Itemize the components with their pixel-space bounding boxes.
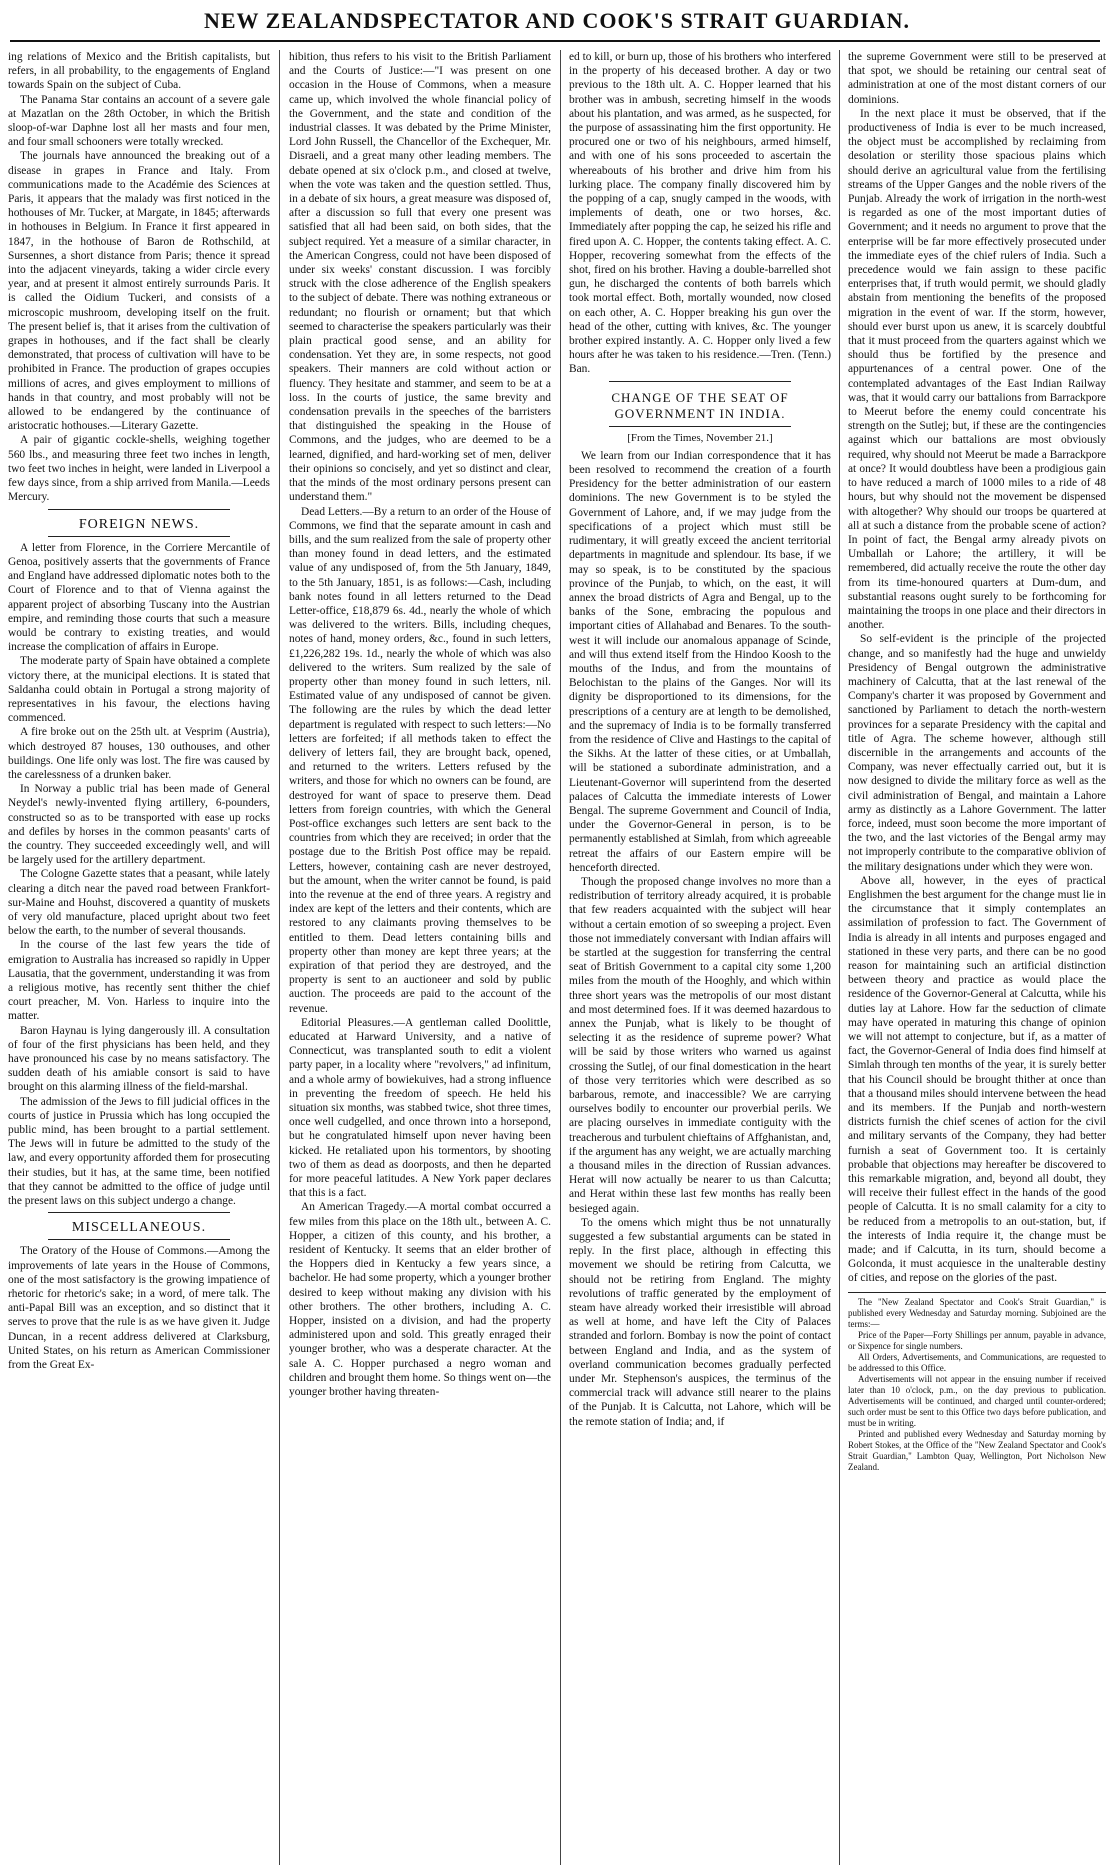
- article-paragraph: A letter from Florence, in the Corriere Mercantile of Genoa, positively asserts that the governments of France and England have addressed diplomatic notes both to the Court of Florence and to that of Vienna against the apparent project of absorbing Tuscany into the Austrian empire, and reminding those courts that such a measure would be contrary to existing treaties, and would increase the complication of affairs in Europe.: [8, 541, 270, 654]
- article-paragraph: Though the proposed change involves no more than a redistribution of territory already acquired, it is probable that few readers acquainted with the subject will hear without a certain emotion of so sweeping a project. Even those not immediately conversant with Indian affairs will be startled at the suggestion for transferring the central seat of British Government to a capital city some 1,200 miles from the mouth of the Hooghly, and which within three short years was the metropolis of our most distant and most determined foes. If it was deemed hazardous to annex the Punjab, what is likely to be thought of selecting it as the residence of supreme power? What will be said by those writers who warned us against crossing the Sutlej, of our final domestication in the heart of those very territories which were described as so barbarous, remote, and inaccessible? We are carrying ourselves bodily to encounter our proverbial perils. We are placing ourselves in immediate contiguity with the treacherous and turbulent chieftains of Affghanistan, and, if the argument has any weight, we are actually marching a thousand miles in the direction of Russian advances. Herat will now actually be nearer to us than Calcutta; and Herat within these last few months has really been besieged again.: [569, 875, 831, 1215]
- column-divider: [279, 50, 280, 1865]
- section-rule: [609, 381, 791, 382]
- masthead-title: NEW ZEALANDSPECTATOR AND COOK'S STRAIT GUARDIAN.: [203, 8, 911, 33]
- imprint-line: Price of the Paper—Forty Shillings per annum, payable in advance, or Sixpence for single numbers.: [848, 1329, 1106, 1351]
- imprint-line: Advertisements will not appear in the ensuing number if received later than 10 o'clock, p.m., on the day previous to publication. Advertisements will be continued, and charged until counter-ordered; such order must be sent to this Office two days before publication, and must be in writing.: [848, 1373, 1106, 1428]
- section-heading-change-of-seat: CHANGE OF THE SEAT OF GOVERNMENT IN INDIA.: [611, 389, 789, 421]
- article-paragraph: So self-evident is the principle of the projected change, and so manifestly had the huge and unwieldy Presidency of Bengal outgrown the administrative machinery of Calcutta, that at the last renewal of the Company's charter it was proposed by Government and sanctioned by Parliament to detach the north-western provinces for a separate Presidency with the capital and title of Agra. The scheme however, although still discernible in the arrangements and accounts of the Company, was never effectually carried out, but it is now designed to divide the military force as well as the civil administration of Bengal, and maintain a Lahore army as distinctly as a Lahore Government. The latter force, indeed, must soon become the more important of the two, and the last victories of the Bengal army may not improperly contribute to the comparative oblivion of the military designations under which they were won.: [848, 633, 1106, 873]
- section-rule: [48, 536, 230, 537]
- imprint-line: Printed and published every Wednesday and Saturday morning by Robert Stokes, at the Office of the "New Zealand Spectator and Cook's Strait Guardian," Lambton Quay, Wellington, Port Nicholson New Zealand.: [848, 1428, 1106, 1472]
- article-paragraph: A pair of gigantic cockle-shells, weighing together 560 lbs., and measuring three feet two inches in length, two feet two inches in height, were landed in Liverpool a few days since, from a ship arrived from Manila.—Leeds Mercury.: [8, 434, 270, 504]
- imprint-line: The "New Zealand Spectator and Cook's Strait Guardian," is published every Wednesday and Saturday morning. Subjoined are the terms:—: [848, 1296, 1106, 1329]
- article-paragraph: The journals have announced the breaking out of a disease in grapes in France and Italy. From communications made to the Académie des Sciences at Paris, it appears that the malady was first noticed in the hothouses of Mr. Tucker, at Margate, in 1845; afterwards in hothouses in Belgium. In France it first appeared in 1847, in the hothouse of Baron de Rothschild, at Sursennes, a short distance from Paris; thence it spread into the adjacent vineyards, taking a wider circle every year, and at present it almost entirely surrounds Paris. It is called the Oidium Tuckeri, and consists of a microscopic mushroom, developing itself on the fruit. The present belief is, that it arises from the cultivation of grapes in hothouses, and if the fact shall be clearly demonstrated, that process of cultivation will have to be prohibited in France. The production of grapes occupies millions of acres, and gives employment to millions of hands in that country, and most probably will not be allowed to be endangered by the continuance of aristocratic hothouses.—Literary Gazette.: [8, 150, 270, 433]
- article-paragraph: Above all, however, in the eyes of practical Englishmen the best argument for the change must lie in the circumstance that it simply contemplates an assimilation of profession to fact. The Government of India is already in all intents and purposes engaged and stationed in these very parts, and there can be no good reason for maintaining such an artificial distinction between theory and practice as would place the residence of the Governor-General at Calcutta, while his duties lay at Lahore. How far the seduction of climate may have operated in maturing this change of opinion we will not attempt to conjecture, but if, as a matter of fact, the Governor-General of India does find himself at Simlah through ten months of the year, it is surely better that his Council should be brought thither at once than that a thousand miles should intervene between the head and its members. If the Punjab and north-western districts furnish the chief scenes of action for the civil and military servants of the Company, they had better furnish a seat of Government too. It is certainly probable that objections may hereafter be discovered to this remarkable migration, and, beyond all doubt, they will receive their fullest effect in the hands of the good people of Calcutta. It is no small calamity for a city to be reduced from a metropolis to an out-station, but, if the interests of India require it, the change must be made; and if Calcutta, in its turn, should become a Golconda, it must acquiesce in the unalterable destiny of cities, and repose on the glories of the past.: [848, 874, 1106, 1285]
- article-paragraph: In Norway a public trial has been made of General Neydel's newly-invented flying artillery, 6-pounders, constructed so as to be transported with ease up rocks and defiles by horses in the common peasants' carts of the country. They succeeded exceedingly well, and will be largely used for the artillery department.: [8, 783, 270, 867]
- column-divider: [560, 50, 561, 1865]
- article-paragraph: The Panama Star contains an account of a severe gale at Mazatlan on the 28th October, in which the British sloop-of-war Daphne lost all her masts and four men, and four small schooners were totally wrecked.: [8, 93, 270, 149]
- article-paragraph: ing relations of Mexico and the British capitalists, but refers, in all probability, to the engagements of England towards Spain on the subject of Cuba.: [8, 51, 270, 92]
- section-rule: [609, 426, 791, 427]
- article-dateline: [From the Times, November 21.]: [627, 431, 773, 444]
- column-divider: [839, 50, 840, 1865]
- section-heading-foreign-news: FOREIGN NEWS.: [78, 516, 200, 532]
- section-rule: [48, 1212, 230, 1213]
- article-paragraph: We learn from our Indian correspondence that it has been resolved to recommend the creation of a fourth Presidency for the better administration of our eastern dominions. The new Government is to be styled the Government of Lahore, and, if we may judge from the specifications of a project which must still be rudimentary, it will greatly exceed the ancient territorial departments in magnitude and splendour. Its base, if we may so speak, is to be constituted by the spacious province of the Punjab, to which, on the east, it will annex the broad districts of Agra and Bengal, up to the banks of the Sone, embracing the populous and important cities of Allahabad and Benares. To the south-west it will include our anomalous appanage of Scinde, and will thus extend itself from the Hindoo Koosh to the mouths of the Indus, and from the mountains of Belochistan to the plains of the Ganges. Nor will its dignity be disproportioned to its dimensions, for the prescriptions of a century are at length to be demolished, and the supremacy of India is to be formally transferred from the residence of Clive and Hastings to the capital of the Sikhs. At the latter of these cities, or at Umballah, will be stationed a subordinate administration, and a Lieutenant-Governor will superintend from the deserted palaces of Calcutta the immediate interests of Lower Bengal. The supreme Government and Council of India, under the Governor-General in person, is to be permanently established at Simlah, from which agreeable retreat the affairs of our Eastern empire will be henceforth directed.: [569, 449, 831, 874]
- section-heading-miscellaneous: MISCELLANEOUS.: [71, 1220, 207, 1236]
- article-paragraph: the supreme Government were still to be preserved at that spot, we should be retaining our central seat of administration at one of the most distant corners of our dominions.: [848, 51, 1106, 106]
- section-rule: [48, 1239, 230, 1240]
- article-paragraph: Dead Letters.—By a return to an order of the House of Commons, we find that the separate amount in cash and bills, and the sum realized from the sale of property other than money found in dead letters, and the estimated value of any undisposed of, from the 5th January, 1849, to the 5th January, 1851, is as follows:—Cash, including bank notes found in all letters returned to the Dead Letter-office, £18,879 6s. 4d., nearly the whole of which was delivered to the writers. Bills, including cheques, notes of hand, money orders, &c., found in such letters, £1,226,282 19s. 1d., nearly the whole of which was also delivered to the writers. Sum realized by the sale of property other than money found in such letters, nil. Estimated value of any undisposed of cannot be given. The following are the rules by which the dead letter department is regulated with respect to such letters:—No letters are forfeited; if all methods taken to effect the delivery of letters fail, they are brought back, opened, and returned to the writers. Letters refused by the writers, and those for which no owners can be found, are destroyed for want of space to preserve them. Dead letters from foreign countries, with which the General Post-office exchanges such letters are sent back to the countries from which they are received; in order that the postage due to the British Post office may be repaid. Letters, however, containing cash are never destroyed, but the amount, when the writer cannot be found, is paid into the revenue at the end of three years. A registry and index are kept of the letters and their contents, which are restored to any claimants proving themselves to be entitled to them. Dead letters containing bills and property other than money are kept three years; at the expiration of that period they are destroyed, and the property is sent to an auctioneer and sold by public auction. The proceeds are paid to the account of the revenue.: [289, 505, 551, 1015]
- imprint-line: All Orders, Advertisements, and Communications, are requested to be addressed to this Office.: [848, 1351, 1106, 1373]
- article-paragraph: In the course of the last few years the tide of emigration to Australia has increased so rapidly in Upper Lausatia, that the government, understanding it was from a religious motive, has recently sent thither the chief court preacher, M. Von. Harless to inquire into the matter.: [8, 939, 270, 1023]
- article-paragraph: Baron Haynau is lying dangerously ill. A consultation of four of the first physicians has been held, and they have pronounced his case by no means satisfactory. The sudden death of his amiable consort is said to have brought on this alarming illness of the field-marshal.: [8, 1024, 270, 1094]
- column-4: [848, 50, 1106, 1865]
- article-paragraph: An American Tragedy.—A mortal combat occurred a few miles from this place on the 18th ult., between A. C. Hopper, a citizen of this county, and his brother, a resident of Kentucky. It seems that an elder brother of the Hoppers died in Kentucky a few years since, a bachelor. He had some property, which a younger brother desired to keep without making any division with his other brothers. The other brothers, including A. C. Hopper, insisted on a division, and had the property administered upon and sold. This greatly enraged their younger brother, who was a desperate character. At the sale A. C. Hopper purchased a negro woman and children and brought them home. So things went on—the younger brother having threaten-: [289, 1201, 551, 1399]
- article-paragraph: A fire broke out on the 25th ult. at Vesprim (Austria), which destroyed 87 houses, 130 outhouses, and other buildings. One life only was lost. The fire was caused by the carelessness of a drunken baker.: [8, 726, 270, 781]
- article-paragraph: The Oratory of the House of Commons.—Among the improvements of late years in the House of Commons, one of the most satisfactory is the growing impatience of rhetoric for rhetoric's sake; in a word, of mere talk. The anti-Papal Bill was an exception, and so distinct that it serves to prove that the rule is as we have given it. Judge Duncan, in a recent address delivered at Clarksburg, United States, on his return as American Commissioner from the Great Ex-: [8, 1245, 270, 1372]
- article-paragraph: hibition, thus refers to his visit to the British Parliament and the Courts of Justice:—"I was present on one occasion in the House of Commons, when a measure came up, which involved the whole financial policy of the Government, and the state and condition of the industrial classes. It was debated by the Prime Minister, Lord John Russell, the Chancellor of the Exchequer, Mr. Disraeli, and a great many other leading members. The debate opened at six o'clock p.m., and closed at twelve, when the vote was taken and the question settled. Thus, in a debate of six hours, a great measure was disposed of, after a discussion so full that every one present was satisfied that all had been said, on both sides, that the subject required. Yet a measure of a similar character, in the American Congress, could not have been disposed of under six weeks' constant discussion. I was forcibly struck with the close adherence of the English speakers to the subject of debate. There was nothing extraneous or redundant; no flourish or ornament; but that which seemed to characterise the speakers particularly was their plain practical good sense, and an ability for condensation. Yet they are, in some respects, not good speakers. Their manners are cold without action or fluency. They hesitate and stammer, and seem to be at a loss. In the courts of justice, the same brevity and condensation prevails in the speeches of the barristers that distinguished the speaking in the House of Commons, and the judges, who are deemed to be a learned, dignified, and hard-working set of men, deliver their opinions so concisely, and yet so distinct and clear, that the minds of the most ordinary persons present can understand them.": [289, 51, 551, 504]
- section-rule: [48, 509, 230, 510]
- article-paragraph: ed to kill, or burn up, those of his brothers who interfered in the property of his deceased brother. A day or two previous to the 18th ult. A. C. Hopper learned that his brother was in ambush, secreting himself in the woods about his plantation, and was armed, as he suspected, for the purpose of assassinating him the first opportunity. He procured one or two of his neighbours, armed himself, and with one of his sons proceeded to ascertain the whereabouts of his brother and drive him from his lurking place. The company finally discovered him by the popping of a cap, snugly camped in the woods, with implements of death, one or two horses, &c. Immediately after popping the cap, he seized his rifle and fired upon A. C. Hopper, the contents taking effect. A. C. Hopper, recovering somewhat from the effects of the shot, fired on his brother. Having a double-barrelled shot gun, he discharged the contents of both barrels which took mortal effect. Both, mortally wounded, now closed on each other, A. C. Hopper breaking his gun over the head of the other, cutting with knives, &c. The younger brother expired instantly. A. C. Hopper only lived a few hours after he was taken to his residence.—Tren. (Tenn.) Ban.: [569, 51, 831, 376]
- article-paragraph: To the omens which might thus be not unnaturally suggested a few substantial arguments can be stated in reply. In the first place, although in effecting this movement we should be retiring from Calcutta, we should not be retiring from England. The mighty revolutions of traffic generated by the employment of steam have already worked their irresistible will abroad as well at home, and have left the City of Palaces stranded and forlorn. Bombay is now the point of contact between England and India, and as the system of overland communication becomes gradually perfected under Mr. Stephenson's auspices, the terminus of the commercial track will advance still nearer to the plains of the Punjab. It is Calcutta, not Lahore, which will be the remote station of India; and, if: [569, 1216, 831, 1428]
- publication-imprint: [848, 1292, 1106, 1473]
- article-paragraph: The moderate party of Spain have obtained a complete victory there, at the municipal elections. It is stated that Saldanha could obtain in Portugal a strong majority of representatives in his favour, the elections having commenced.: [8, 655, 270, 725]
- article-paragraph: The admission of the Jews to fill judicial offices in the courts of justice in Prussia which has long occupied the public mind, has been brought to a partial settlement. The Jews will in future be admitted to the study of the law, and every opportunity afforded them for prosecuting their studies, but it has, at the same time, been notified that they cannot be admitted to the office of judge until the present laws on this subject undergo a change.: [8, 1095, 270, 1208]
- article-paragraph: Editorial Pleasures.—A gentleman called Doolittle, educated at Harward University, and a native of Connecticut, was transplanted south to edit a violent party paper, in a locality where "revolvers," ad infinitum, and a whole army of bowiekuives, had a strong influence in preventing the freedom of speech. He held his situation six months, was stabbed twice, shot three times, once well cudgelled, and once thrown into a horsepond, but he congratulated himself upon never having been kicked. He retaliated upon his tormentors, by shooting two of them as dead as doorposts, and then he departed for more peaceful latitudes. A New York paper declares that this is a fact.: [289, 1016, 551, 1200]
- column-2: [289, 50, 551, 1865]
- column-3: [569, 50, 831, 1865]
- column-1: [8, 50, 270, 1865]
- masthead-rule: [10, 40, 1100, 42]
- article-paragraph: In the next place it must be observed, that if the productiveness of India is ever to be much increased, the object must be accomplished by reclaiming from desolation or sterility those spacious plains which should derive an agricultural value from the fertilising streams of the Upper Ganges and the noble rivers of the Punjab. Already the work of irrigation in the north-west is regarded as one of the most important duties of Government; and it needs no argument to prove that the enterprise will be far more effectively prosecuted under the immediate eyes of the chief rulers of India. Such a precedence would we fain assign to these pacific enterprises that, if truth would permit, we should gladly abstain from mentioning the benefits of the proposed migration in the event of war. If the storm, however, should ever burst upon us anew, it is scarcely doubtful that it must proceed from the quarters against which we should thus be fortified by the presence and appurtenances of a central power. One of the contemplated advantages of the East Indian Railway was, that it would carry our battalions from Barrackpore to Meerut before the enemy could concentrate his strength on the Sutlej; but, if these are the contingencies against which our battalions are most obviously required, why should not Meerut be made a Barrackpore at once? It would doubtless have been a prodigious gain to have reduced a march of 1000 miles to a ride of 48 hours, but why should not the movement be dispensed with altogether? Why should our troops be quartered at all at such a distance from the probable scene of action? In point of fact, the Bengal army already pivots on Umballah or Lahore; the artillery, it will be remembered, did actually receive the route the other day from its time-honoured quarters at Dum-dum, and substantial reasons ought surely to be forthcoming for maintaining the troops in one place and their directors in another.: [848, 107, 1106, 632]
- article-paragraph: The Cologne Gazette states that a peasant, while lately clearing a ditch near the paved road between Frankfort-sur-Maine and Houhst, discovered a quantity of muskets of very old manufacture, placed upright about two feet below the earth, to the number of several thousands.: [8, 868, 270, 938]
